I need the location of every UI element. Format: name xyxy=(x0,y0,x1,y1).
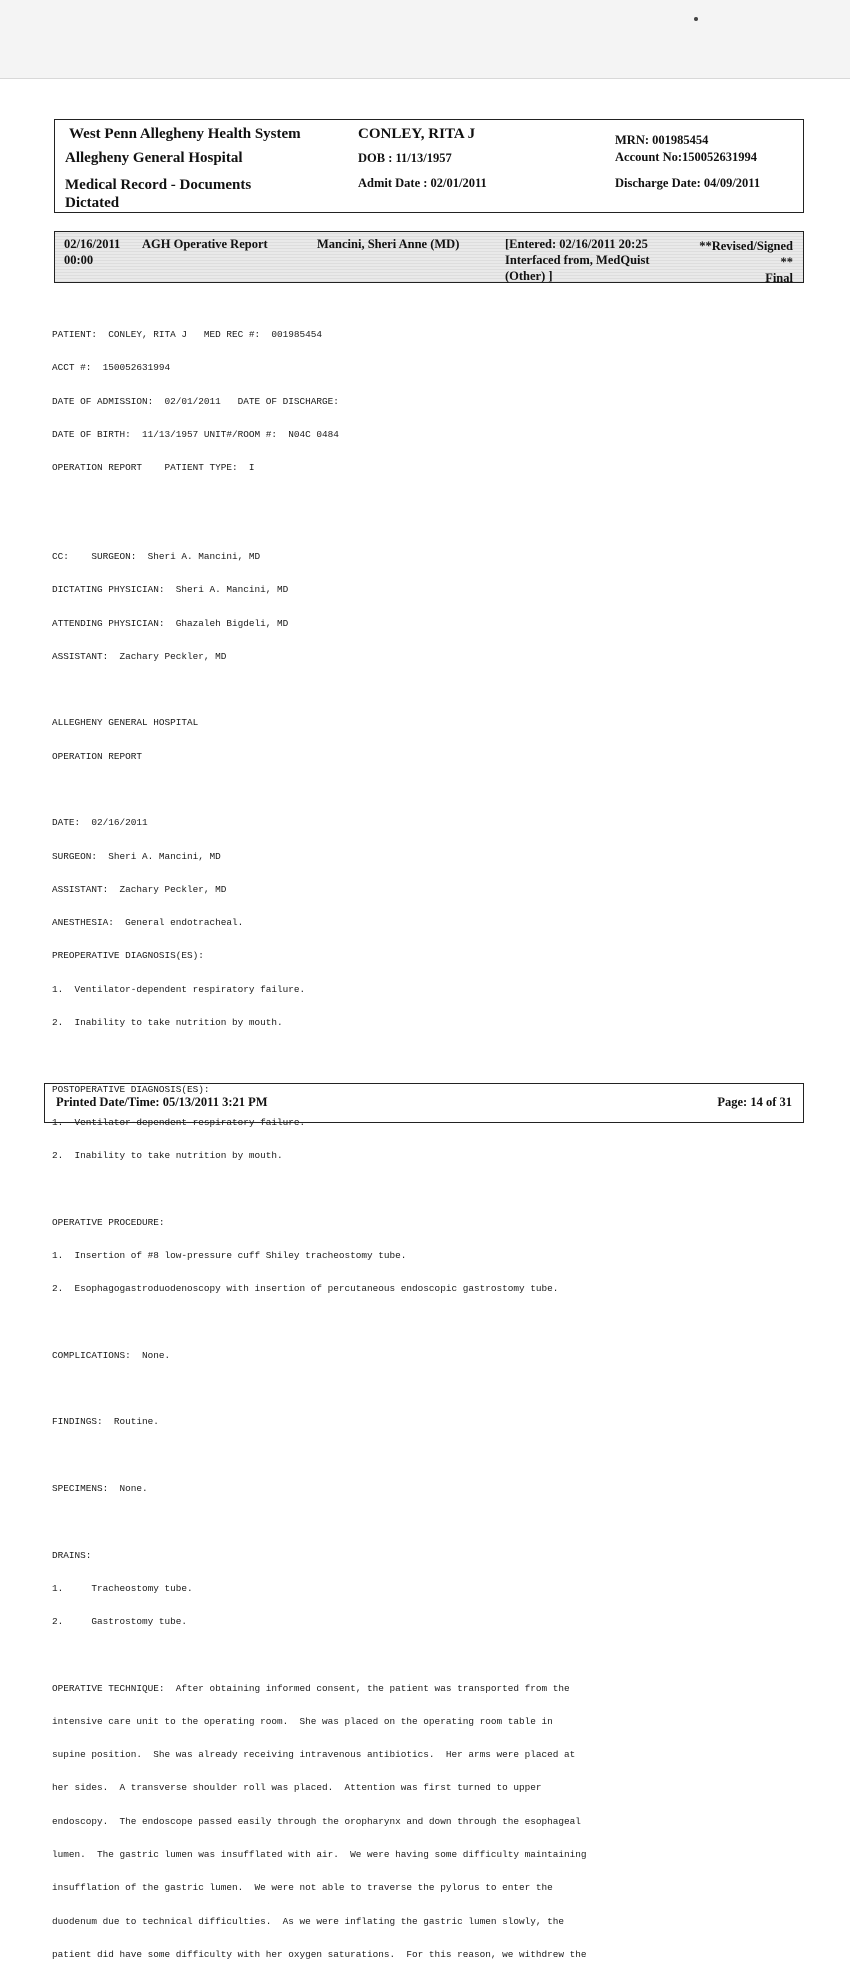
report-line: DATE: 02/16/2011 xyxy=(52,817,148,829)
report-line: 1. Insertion of #8 low-pressure cuff Shiley tracheostomy tube. xyxy=(52,1249,407,1261)
print-footer-box xyxy=(44,1083,804,1123)
report-line: patient did have some difficulty with her oxygen saturations. For this reason, we withdrew the xyxy=(52,1948,587,1960)
printed-datetime: Printed Date/Time: 05/13/2011 3:21 PM xyxy=(56,1095,268,1109)
health-system-name: West Penn Allegheny Health System xyxy=(69,126,301,142)
report-line: CC: SURGEON: Sheri A. Mancini, MD xyxy=(52,551,261,563)
patient-header-box xyxy=(54,119,804,213)
document-author: Mancini, Sheri Anne (MD) xyxy=(317,237,460,251)
report-line: ACCT #: 150052631994 xyxy=(52,362,171,374)
report-line: 1. Ventilator-dependent respiratory failure. xyxy=(52,1116,306,1128)
hospital-name: Allegheny General Hospital xyxy=(65,150,243,166)
report-line: 2. Esophagogastroduodenoscopy with insertion of percutaneous endoscopic gastrostomy tube. xyxy=(52,1283,559,1295)
report-line: ALLEGHENY GENERAL HOSPITAL xyxy=(52,717,199,729)
report-body xyxy=(52,307,792,1971)
entered-line3: (Other) ] xyxy=(505,269,553,283)
report-line: DICTATING PHYSICIAN: Sheri A. Mancini, MD xyxy=(52,584,289,596)
report-line: 1. Tracheostomy tube. xyxy=(52,1582,193,1594)
entered-line2: Interfaced from, MedQuist xyxy=(505,253,650,267)
report-line: POSTOPERATIVE DIAGNOSIS(ES): xyxy=(52,1083,210,1095)
report-line: 2. Inability to take nutrition by mouth. xyxy=(52,1017,283,1028)
record-type-line1: Medical Record - Documents xyxy=(65,177,252,193)
report-line: supine position. She was already receiving intravenous antibiotics. Her arms were placed at xyxy=(52,1749,576,1761)
patient-name: CONLEY, RITA J xyxy=(358,126,476,142)
report-line: endoscopy. The endoscope passed easily through the oropharynx and down through the esophageal xyxy=(52,1815,581,1827)
mrn: MRN: 001985454 xyxy=(615,133,709,147)
report-line: OPERATIVE PROCEDURE: xyxy=(52,1216,165,1228)
status-line1: **Revised/Signed xyxy=(699,239,793,253)
report-line: lumen. The gastric lumen was insufflated with air. We were having some difficulty maintaining xyxy=(52,1849,587,1861)
report-line: duodenum due to technical difficulties. As we were inflating the gastric lumen slowly, the xyxy=(52,1915,564,1927)
document-date: 02/16/2011 xyxy=(64,237,121,251)
report-line: PREOPERATIVE DIAGNOSIS(ES): xyxy=(52,950,204,962)
report-line: ASSISTANT: Zachary Peckler, MD xyxy=(52,650,227,662)
report-line: SPECIMENS: None. xyxy=(52,1482,148,1494)
report-line: DATE OF ADMISSION: 02/01/2011 DATE OF DISCHARGE: xyxy=(52,395,339,407)
discharge-date: Discharge Date: 04/09/2011 xyxy=(615,176,761,190)
report-line: 1. Ventilator-dependent respiratory failure. xyxy=(52,983,306,995)
document-info-band xyxy=(54,231,804,283)
admit-date: Admit Date : 02/01/2011 xyxy=(358,176,487,190)
report-line: ASSISTANT: Zachary Peckler, MD xyxy=(52,883,227,895)
report-line: PATIENT: CONLEY, RITA J MED REC #: 001985454 xyxy=(52,329,323,341)
document-time: 00:00 xyxy=(64,253,94,267)
entered-line1: [Entered: 02/16/2011 20:25 xyxy=(505,237,648,251)
report-line: her sides. A transverse shoulder roll was placed. Attention was first turned to upper xyxy=(52,1782,542,1794)
report-line: OPERATIVE TECHNIQUE: After obtaining informed consent, the patient was transported from the xyxy=(52,1682,570,1694)
report-line: DATE OF BIRTH: 11/13/1957 UNIT#/ROOM #: N04C 0484 xyxy=(52,429,339,441)
scan-top-band xyxy=(0,0,850,79)
report-line: DRAINS: xyxy=(52,1549,92,1561)
page-number: Page: 14 of 31 xyxy=(717,1095,792,1109)
report-line: ANESTHESIA: General endotracheal. xyxy=(52,917,244,929)
report-line: OPERATION REPORT xyxy=(52,750,143,762)
status-line2: ** xyxy=(780,255,793,269)
report-line: FINDINGS: Routine. xyxy=(52,1416,159,1428)
status-line3: Final xyxy=(765,271,793,285)
report-line: insufflation of the gastric lumen. We were not able to traverse the pylorus to enter the xyxy=(52,1882,553,1894)
patient-dob: DOB : 11/13/1957 xyxy=(358,151,452,165)
report-line: intensive care unit to the operating room. She was placed on the operating room table in xyxy=(52,1715,553,1727)
report-line: 2. Gastrostomy tube. xyxy=(52,1616,188,1628)
report-line: OPERATION REPORT PATIENT TYPE: I xyxy=(52,462,255,474)
document-type: AGH Operative Report xyxy=(142,237,268,251)
record-type-line2: Dictated xyxy=(65,195,120,211)
account-number: Account No:150052631994 xyxy=(615,150,758,164)
report-line: SURGEON: Sheri A. Mancini, MD xyxy=(52,850,221,862)
scan-speck xyxy=(694,17,698,21)
report-line: COMPLICATIONS: None. xyxy=(52,1349,171,1361)
report-line: ATTENDING PHYSICIAN: Ghazaleh Bigdeli, MD xyxy=(52,617,289,629)
report-line: 2. Inability to take nutrition by mouth. xyxy=(52,1150,283,1162)
